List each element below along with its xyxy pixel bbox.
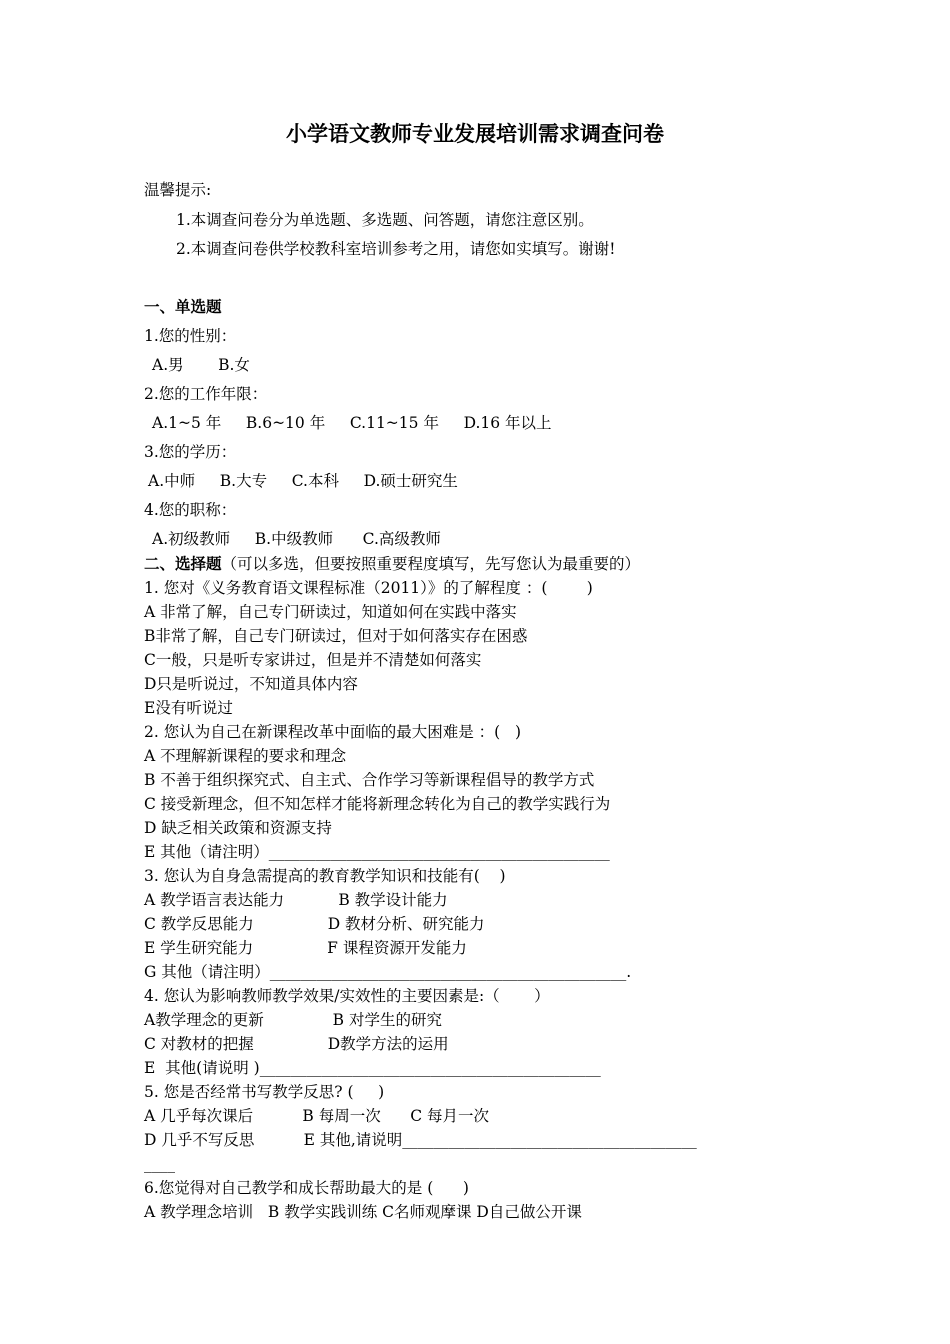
- s2-line-16: E 学生研究能力 F 课程资源开发能力: [144, 939, 467, 957]
- s2-line-7: 2. 您认为自己在新课程改革中面临的最大困难是 ：( ): [144, 723, 522, 741]
- s2-line-22: 5. 您是否经常书写教学反思? ( ): [144, 1083, 385, 1101]
- s2-line-6: E没有听说过: [144, 699, 233, 717]
- s2-line-18: 4. 您认为影响教师教学效果/实效性的主要因素是:（ ）: [144, 987, 550, 1005]
- question-title-rank: 4.您的职称：: [144, 501, 237, 519]
- tip-item-1: 1.本调查问卷分为单选题、多选题、问答题，请您注意区别。: [176, 211, 594, 229]
- s2-line-11: D 缺乏相关政策和资源支持: [144, 819, 332, 837]
- s2-line-5: D只是听说过，不知道具体内容: [144, 675, 358, 693]
- section2-heading: 二、选择题: [144, 554, 222, 573]
- options-gender: A.男 B.女: [152, 356, 250, 374]
- s2-line-23: A 几乎每次课后 B 每周一次 C 每月一次: [144, 1107, 490, 1125]
- tips-heading: 温馨提示:: [144, 181, 212, 199]
- options-title-rank: A.初级教师 B.中级教师 C.高级教师: [152, 530, 441, 548]
- s2-line-13: 3. 您认为自身急需提高的教育教学知识和技能有( ): [144, 867, 506, 885]
- s2-line-15: C 教学反思能力 D 教材分析、研究能力: [144, 915, 485, 933]
- question-gender: 1.您的性别：: [144, 327, 237, 345]
- options-years: A.1~5 年 B.6~10 年 C.11~15 年 D.16 年以上: [152, 414, 552, 432]
- s2-line-24: D 几乎不写反思 E 其他,请说明______________________________________: [144, 1131, 697, 1149]
- s2-line-10: C 接受新理念，但不知怎样才能将新理念转化为自己的教学实践行为: [144, 795, 611, 813]
- s2-line-26: 6.您觉得对自己教学和成长帮助最大的是 ( ): [144, 1179, 469, 1197]
- options-education: A.中师 B.大专 C.本科 D.硕士研究生: [148, 472, 458, 490]
- s2-line-3: B非常了解，自己专门研读过，但对于如何落实存在困惑: [144, 627, 528, 645]
- s2-line-8: A 不理解新课程的要求和理念: [144, 747, 347, 765]
- s2-line-20: C 对教材的把握 D教学方法的运用: [144, 1035, 449, 1053]
- s2-line-27: A 教学理念培训 B 教学实践训练 C名师观摩课 D自己做公开课: [144, 1203, 582, 1221]
- s2-line-1: 1. 您对《义务教育语文课程标准（2011）》的了解程度 ：( ): [144, 579, 593, 597]
- s2-line-21: E 其他(请说明 )____________________________________________: [144, 1059, 601, 1077]
- s2-line-12: E 其他（请注明）____________________________________________: [144, 843, 610, 861]
- s2-line-14: A 教学语言表达能力 B 教学设计能力: [144, 891, 448, 909]
- question-years: 2.您的工作年限：: [144, 385, 268, 403]
- section2-heading-row: [144, 554, 640, 574]
- s2-line-9: B 不善于组织探究式、自主式、合作学习等新课程倡导的教学方式: [144, 771, 595, 789]
- s2-line-4: C一般，只是听专家讲过，但是并不清楚如何落实: [144, 651, 482, 669]
- s2-line-2: A 非常了解，自己专门研读过，知道如何在实践中落实: [144, 603, 517, 621]
- question-education: 3.您的学历：: [144, 443, 237, 461]
- section1-heading: 一、单选题: [144, 297, 222, 316]
- s2-line-19: A教学理念的更新 B 对学生的研究: [144, 1011, 442, 1029]
- section2-note: （可以多选，但要按照重要程度填写，先写您认为最重要的）: [221, 555, 641, 573]
- s2-line-25: ____: [144, 1155, 175, 1173]
- s2-line-17: G 其他（请注明）______________________________________________.: [144, 963, 632, 981]
- tip-item-2: 2.本调查问卷供学校教科室培训参考之用，请您如实填写。谢谢!: [176, 240, 616, 258]
- page-title: 小学语文教师专业发展培训需求调查问卷: [286, 122, 664, 146]
